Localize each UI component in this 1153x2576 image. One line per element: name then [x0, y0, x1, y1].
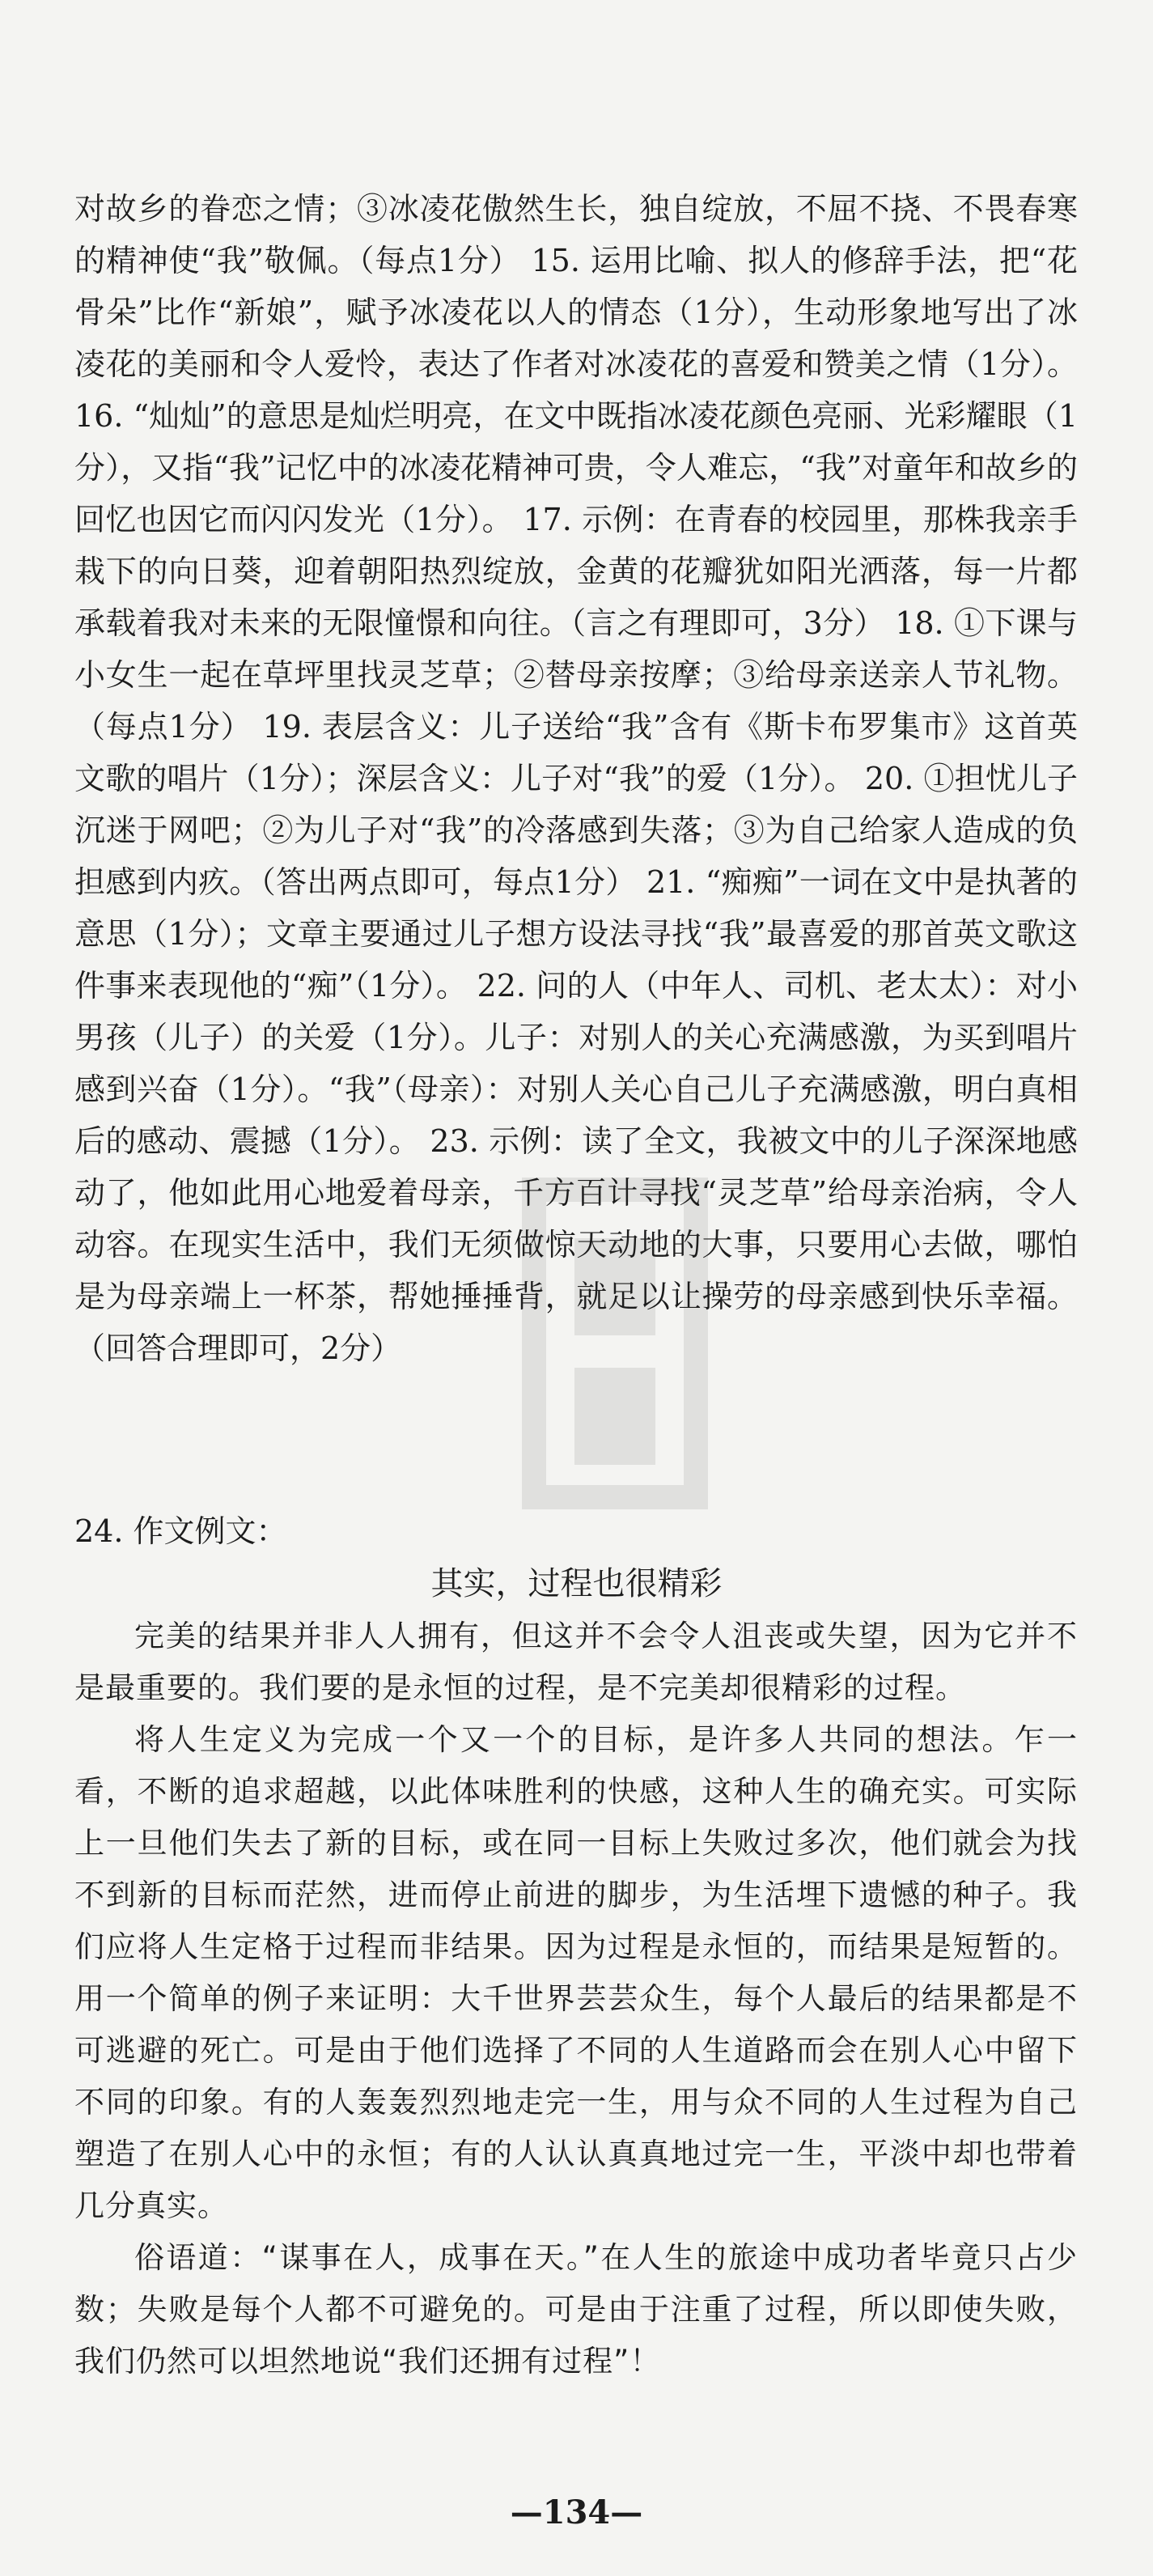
essay-heading: 24. 作文例文：: [74, 1513, 287, 1549]
page-number: —134—: [510, 2493, 643, 2531]
essay-paragraph: 完美的结果并非人人拥有，但这并不会令人沮丧或失望，因为它并不是最重要的。我们要的是永恒的过程，是不完美却很精彩的过程。: [74, 1619, 1078, 1705]
sample-essay: [74, 1611, 1078, 2387]
essay-paragraph: 将人生定义为完成一个又一个的目标，是许多人共同的想法。乍一看，不断的追求超越，以此体味胜利的快感，这种人生的确充实。可实际上一旦他们失去了新的目标，或在同一目标上失败过多次，他们就会为找不到新的目标而茫然，进而停止前进的脚步，为生活埋下遗憾的种子。我们应将人生定格于过程而非结果。因为过程是永恒的，而结果是短暂的。用一个简单的例子来证明：大千世界芸芸众生，每个人最后的结果都是不可逃避的死亡。可是由于他们选择了不同的人生道路而会在别人心中留下不同的印象。有的人轰轰烈烈地走完一生，用与众不同的人生过程为自己塑造了在别人心中的永恒；有的人认认真真地过完一生，平淡中却也带着几分真实。: [74, 1722, 1078, 2223]
answer-explanations: [74, 183, 1078, 1374]
essay-paragraph: 俗语道：“谋事在人，成事在天。”在人生的旅途中成功者毕竟只占少数；失败是每个人都不可避免的。可是由于注重了过程，所以即使失败，我们仍然可以坦然地说“我们还拥有过程”！: [74, 2240, 1078, 2379]
answer-text: 对故乡的眷恋之情；③冰凌花傲然生长，独自绽放，不屈不挠、不畏春寒的精神使“我”敬佩。（每点1分） 15. 运用比喻、拟人的修辞手法，把“花骨朵”比作“新娘”，赋予冰凌花以人的情态（1分），生动形象地写出了冰凌花的美丽和令人爱怜，表达了作者对冰凌花的喜爱和赞美之情（1分）。 16. “灿灿”的意思是灿烂明亮，在文中既指冰凌花颜色亮丽、光彩耀眼（1分），又指“我”记忆中的冰凌花精神可贵，令人难忘，“我”对童年和故乡的回忆也因它而闪闪发光（1分）。 17. 示例：在青春的校园里，那株我亲手栽下的向日葵，迎着朝阳热烈绽放，金黄的花瓣犹如阳光洒落，每一片都承载着我对未来的无限憧憬和向往。（言之有理即可，3分） 18. ①下课与小女生一起在草坪里找灵芝草；②替母亲按摩；③给母亲送亲人节礼物。（每点1分） 19. 表层含义：儿子送给“我”含有《斯卡布罗集市》这首英文歌的唱片（1分）；深层含义：儿子对“我”的爱（1分）。 20. ①担忧儿子沉迷于网吧；②为儿子对“我”的冷落感到失落；③为自己给家人造成的负担感到内疚。（答出两点即可，每点1分） 21. “痴痴”一词在文中是执著的意思（1分）；文章主要通过儿子想方设法寻找“我”最喜爱的那首英文歌这件事来表现他的“痴”（1分）。 22. 问的人（中年人、司机、老太太）：对小男孩（儿子）的关爱（1分）。儿子：对别人的关心充满感激，为买到唱片感到兴奋（1分）。“我”（母亲）：对别人关心自己儿子充满感激，明白真相后的感动、震撼（1分）。 23. 示例：读了全文，我被文中的儿子深深地感动了，他如此用心地爱着母亲，千方百计寻找“灵芝草”给母亲治病，令人动容。在现实生活中，我们无须做惊天动地的大事，只要用心去做，哪怕是为母亲端上一杯茶，帮她捶捶背，就足以让操劳的母亲感到快乐幸福。（回答合理即可，2分）: [74, 191, 1078, 1366]
essay-title: 其实，过程也很精彩: [430, 1565, 723, 1602]
